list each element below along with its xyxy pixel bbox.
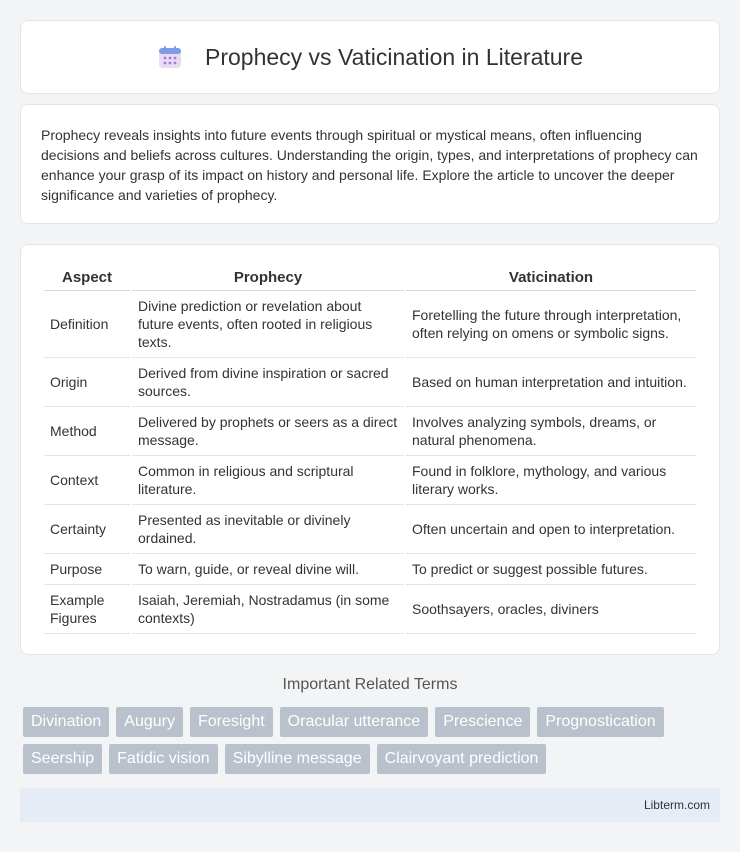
table-row <box>44 407 696 456</box>
table-header-row <box>44 265 696 291</box>
intro-text: Prophecy reveals insights into future events through spiritual or mystical means, often influencing decisions and beliefs across cultures. Understanding the origin, types, and interpretations of prophecy can enhance your grasp of its impact on history and personal life. Explore the article to uncover the deeper significance and varieties of prophecy. <box>41 127 698 203</box>
comparison-table-card <box>20 244 720 655</box>
tag-clairvoyant-prediction[interactable]: Clairvoyant prediction <box>377 744 547 774</box>
row-vaticination: Found in folklore, mythology, and various literary works. <box>406 456 696 505</box>
tag-prognostication[interactable]: Prognostication <box>537 707 663 737</box>
footer-site-link[interactable]: Libterm.com <box>643 798 710 812</box>
row-vaticination: Soothsayers, oracles, diviners <box>406 585 696 634</box>
tag-oracular-utterance[interactable]: Oracular utterance <box>280 707 429 737</box>
row-prophecy: Divine prediction or revelation about future events, often rooted in religious texts. <box>132 291 404 358</box>
related-terms-list <box>23 707 723 781</box>
tag-prescience[interactable]: Prescience <box>435 707 530 737</box>
row-prophecy: Derived from divine inspiration or sacred sources. <box>132 358 404 407</box>
tag-seership[interactable]: Seership <box>23 744 102 774</box>
row-prophecy: Presented as inevitable or divinely ordained. <box>132 505 404 554</box>
title-card <box>20 20 720 94</box>
header-prophecy: Prophecy <box>132 265 404 291</box>
footer <box>20 788 720 822</box>
header-aspect: Aspect <box>44 265 130 291</box>
page-title: Prophecy vs Vaticination in Literature <box>205 43 583 70</box>
table-row <box>44 358 696 407</box>
row-prophecy: To warn, guide, or reveal divine will. <box>132 554 404 585</box>
table-row <box>44 554 696 585</box>
row-prophecy: Delivered by prophets or seers as a direct message. <box>132 407 404 456</box>
row-aspect: Context <box>44 456 130 505</box>
row-prophecy: Common in religious and scriptural literature. <box>132 456 404 505</box>
tag-sibylline-message[interactable]: Sibylline message <box>225 744 370 774</box>
row-vaticination: Involves analyzing symbols, dreams, or natural phenomena. <box>406 407 696 456</box>
row-aspect: Certainty <box>44 505 130 554</box>
related-terms-title: Important Related Terms <box>282 676 458 693</box>
row-aspect: Example Figures <box>44 585 130 634</box>
calendar-icon <box>157 44 183 70</box>
comparison-table <box>42 265 698 634</box>
table-row <box>44 456 696 505</box>
row-aspect: Purpose <box>44 554 130 585</box>
row-vaticination: To predict or suggest possible futures. <box>406 554 696 585</box>
row-vaticination: Often uncertain and open to interpretation. <box>406 505 696 554</box>
table-row <box>44 505 696 554</box>
tag-divination[interactable]: Divination <box>23 707 109 737</box>
row-aspect: Method <box>44 407 130 456</box>
row-vaticination: Foretelling the future through interpretation, often relying on omens or symbolic signs. <box>406 291 696 358</box>
header-vaticination: Vaticination <box>406 265 696 291</box>
tag-foresight[interactable]: Foresight <box>190 707 273 737</box>
row-prophecy: Isaiah, Jeremiah, Nostradamus (in some contexts) <box>132 585 404 634</box>
tag-fatidic-vision[interactable]: Fatidic vision <box>109 744 217 774</box>
table-row <box>44 291 696 358</box>
row-vaticination: Based on human interpretation and intuition. <box>406 358 696 407</box>
row-aspect: Definition <box>44 291 130 358</box>
table-row <box>44 585 696 634</box>
row-aspect: Origin <box>44 358 130 407</box>
intro-card <box>20 104 720 224</box>
tag-augury[interactable]: Augury <box>116 707 183 737</box>
